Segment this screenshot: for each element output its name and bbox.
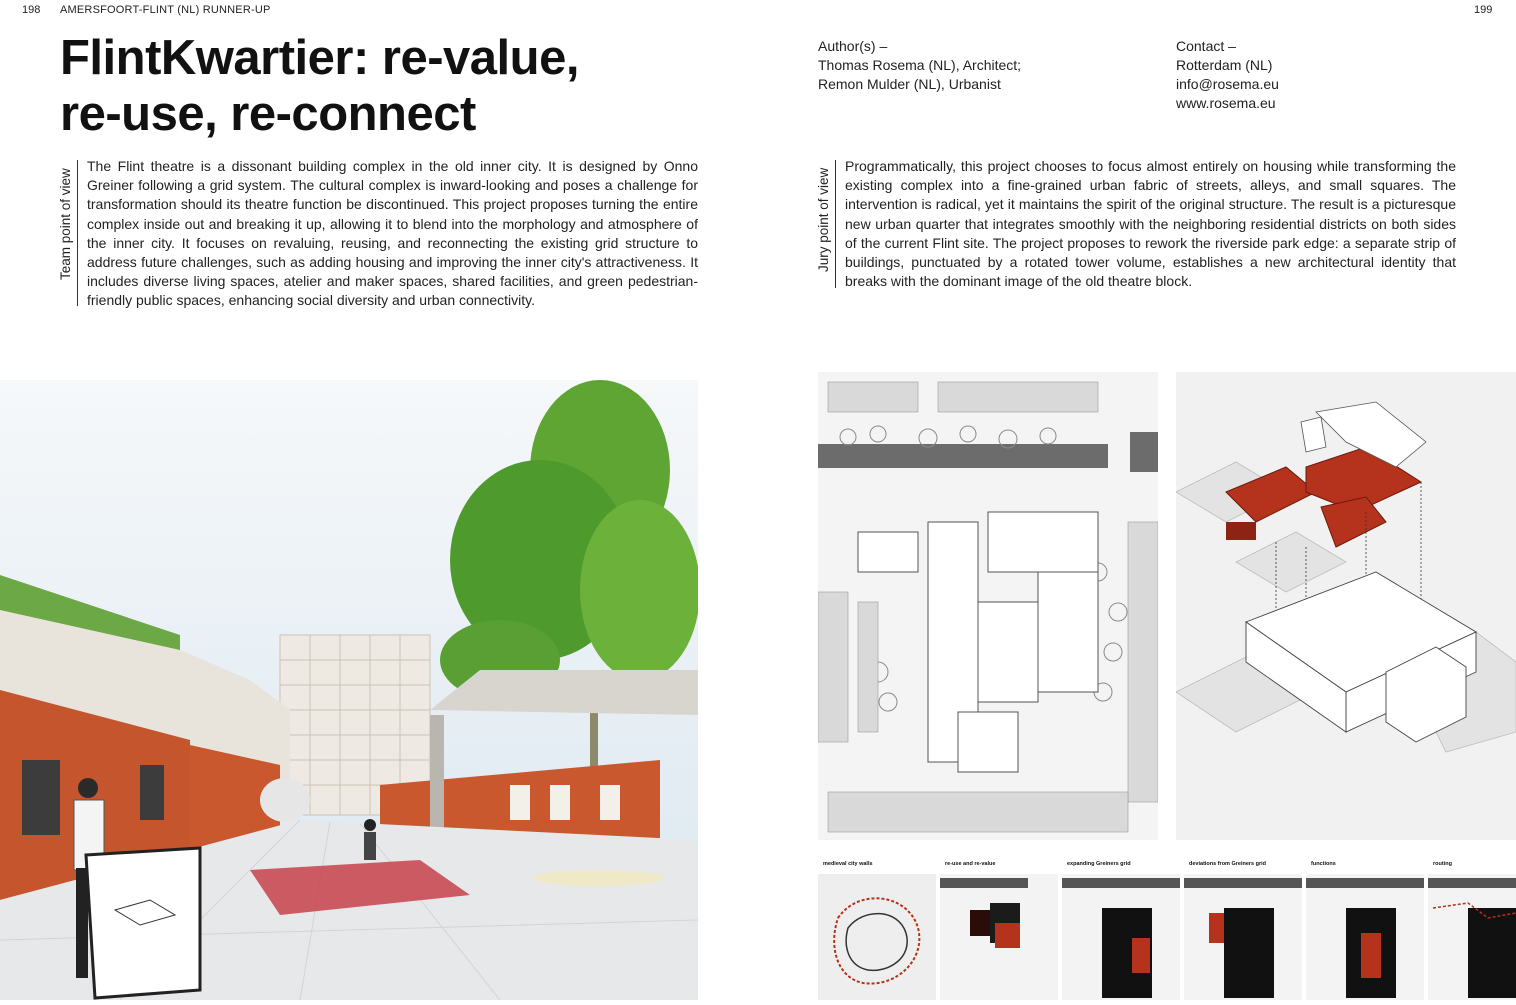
- right-page-number: 199: [1474, 4, 1493, 16]
- diagram-graphic: [818, 858, 936, 1000]
- diagram-graphic: [1184, 858, 1302, 1000]
- title-line-2: re-use, re-connect: [60, 87, 476, 141]
- jury-view-label: Jury point of view: [816, 167, 831, 272]
- diagram-routing: [1428, 858, 1516, 1000]
- contact-heading: Contact –: [1176, 38, 1236, 54]
- author-line-1: Thomas Rosema (NL), Architect;: [818, 57, 1022, 73]
- axonometric-drawing: [1176, 372, 1516, 840]
- diagram-graphic: [1428, 858, 1516, 1000]
- contact-block: [1176, 37, 1279, 113]
- diagram-label: re-use and re-value: [945, 861, 996, 867]
- jury-view-rule: [835, 160, 836, 288]
- balloon-sculpture: [260, 778, 310, 822]
- jury-view-text: Programmatically, this project chooses to focus almost entirely on housing while transforming the existing complex into a fine-grained urban fabric of streets, alleys, and small squares. The intervention is radical, yet it maintains the spirit of the original structure. The result is a picturesque new urban quarter that integrates smoothly with the neighboring residential districts on both sides of the current Flint site. The project proposes to rework the riverside park edge: a separate strip of buildings, punctuated by a rotated tower volume, establishes a new architectural identity that breaks with the dominant image of the old theatre block.: [845, 158, 1456, 290]
- diagram-label: medieval city walls: [823, 861, 873, 867]
- diagram-strip: [818, 858, 1516, 1000]
- site-plan-drawing: [818, 372, 1158, 840]
- tree-planter: [532, 870, 664, 886]
- axo-illustration: [1176, 372, 1516, 840]
- perspective-render-image: [0, 380, 698, 1000]
- running-title: AMERSFOORT-FLINT (NL) RUNNER-UP: [60, 4, 271, 16]
- child-figure: [364, 819, 376, 860]
- team-view-label: Team point of view: [58, 168, 73, 280]
- authors-heading: Author(s) –: [818, 38, 888, 54]
- article-title: [60, 30, 760, 142]
- render-illustration: [0, 380, 698, 1000]
- diagram-re-use-and-re-value: [940, 858, 1058, 1000]
- contact-email: info@rosema.eu: [1176, 76, 1279, 92]
- team-view-rule: [77, 160, 78, 306]
- diagram-label: routing: [1433, 861, 1452, 867]
- diagram-label: deviations from Greiners grid: [1189, 861, 1267, 867]
- diagram-deviations-from-greiners-grid: [1184, 858, 1302, 1000]
- title-line-1: FlintKwartier: re-value,: [60, 31, 579, 85]
- left-page-number: 198: [22, 4, 41, 16]
- plan-illustration: [818, 372, 1158, 840]
- team-view-text: The Flint theatre is a dissonant building complex in the old inner city. It is designed by Onno Greiner following a grid system. The cultural complex is inward-looking and poses a challenge for transformation should its theatre function be discontinued. This project proposes turning the entire complex inside out and breaking it up, allowing it to blend into the morphology and atmosphere of the inner city. It focuses on revaluing, reusing, and reconnecting the existing grid structure to address future challenges, such as adding housing and improving the inner city's attractiveness. It includes diverse living spaces, atelier and maker spaces, shared facilities, and green pedestrian-friendly public spaces, enhancing social diversity and urban connectivity.: [87, 158, 698, 309]
- contact-website: www.rosema.eu: [1176, 95, 1276, 111]
- contact-city: Rotterdam (NL): [1176, 57, 1273, 73]
- diagram-label: expanding Greiners grid: [1067, 861, 1131, 867]
- authors-block: [818, 37, 1021, 94]
- diagram-graphic: [1306, 858, 1424, 1000]
- diagram-functions: [1306, 858, 1424, 1000]
- author-line-2: Remon Mulder (NL), Urbanist: [818, 76, 1001, 92]
- diagram-graphic: [1062, 858, 1180, 1000]
- diagram-label: functions: [1311, 861, 1336, 867]
- diagram-expanding-greiners-grid: [1062, 858, 1180, 1000]
- diagram-medieval-city-walls: [818, 858, 936, 1000]
- easel-board: [86, 848, 200, 998]
- diagram-graphic: [940, 858, 1058, 1000]
- river: [818, 444, 1108, 468]
